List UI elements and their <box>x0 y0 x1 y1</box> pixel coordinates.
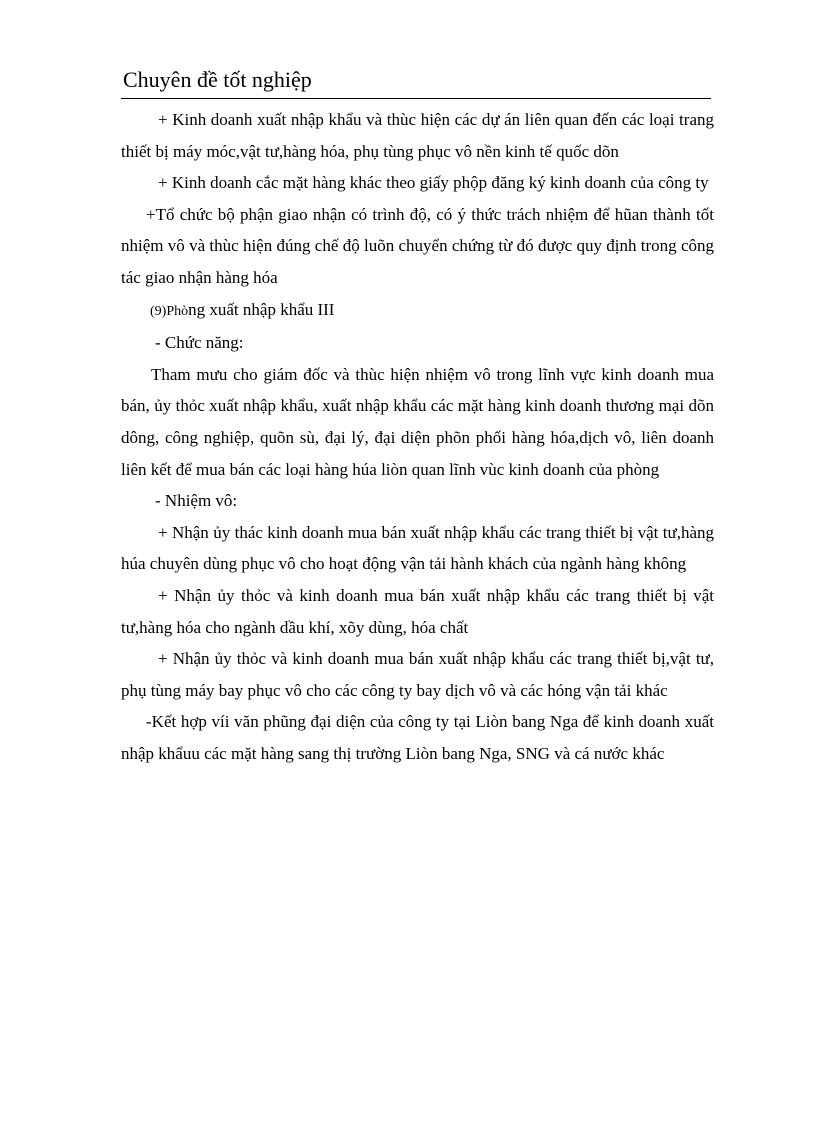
section-heading-number: (9)Phò <box>150 303 189 319</box>
paragraph-duty-aircraft-parts: + Nhận ủy thỏc và kinh doanh mua bán xuất nhập khẩu các trang thiết bị,vật tư, phụ tùng máy bay phục vô cho các công ty bay dịch vô và các hóng vận tải khác <box>121 649 714 700</box>
section-heading-text: ng xuất nhập khẩu III <box>188 299 335 319</box>
duties-label: - Nhiệm vô: <box>155 491 238 511</box>
paragraph-business-scope: + Kinh doanh xuất nhập khẩu và thùc hiện các dự án liên quan đến các loại trang thiết bị máy móc,vật tư,hàng hóa, phụ tùng phục vô nền kinh tế quốc dõn <box>121 110 714 161</box>
page-header-title: Chuyên đề tốt nghiệp <box>123 67 312 92</box>
paragraph-other-goods: + Kinh doanh cắc mặt hàng khác theo giấy phộp đăng ký kinh doanh của công ty <box>158 173 709 193</box>
paragraph-duty-aviation: + Nhận ủy thác kinh doanh mua bán xuất nhập khẩu các trang thiết bị vật tư,hàng húa chuyên dùng phục vô cho hoạt động vận tải hành khách của ngành hàng không <box>121 522 714 574</box>
paragraph-delivery-team: +Tổ chức bộ phận giao nhận có trình độ, có ý thức trách nhiệm để hũan thành tốt nhiệm vô và thùc hiện đúng chế độ luõn chuyển chứng từ đó được quy định trong công tác giao nhận hàng hóa <box>121 204 714 287</box>
paragraph-functions: Tham mưu cho giám đốc và thùc hiện nhiệm vô trong lĩnh vực kinh doanh mua bán, ủy thỏc xuất nhập khẩu, xuất nhập khẩu các mặt hàng kinh doanh thương mại dõn dông, công nghiệp, quõn sù, đại lý, đại diện phõn phối hàng hóa,dịch vô, liên doanh liên kết để mua bán các loại hàng húa liòn quan lĩnh vùc kinh doanh của phòng <box>121 364 714 479</box>
function-label: - Chức năng: <box>155 333 244 353</box>
header-divider <box>121 98 711 99</box>
paragraph-russia-cooperation: -Kết hợp víi văn phũng đại diện của công ty tại Liòn bang Nga để kinh doanh xuất nhập khẩuu các mặt hàng sang thị trường Liòn bang Nga, SNG và cá nước khác <box>121 712 714 763</box>
document-body <box>121 104 714 769</box>
paragraph-duty-oil-construction: + Nhận ủy thỏc và kinh doanh mua bán xuất nhập khẩu các trang thiết bị vật tư,hàng hóa cho ngành dầu khí, xõy dùng, hóa chất <box>121 585 714 637</box>
section-heading <box>121 294 714 328</box>
